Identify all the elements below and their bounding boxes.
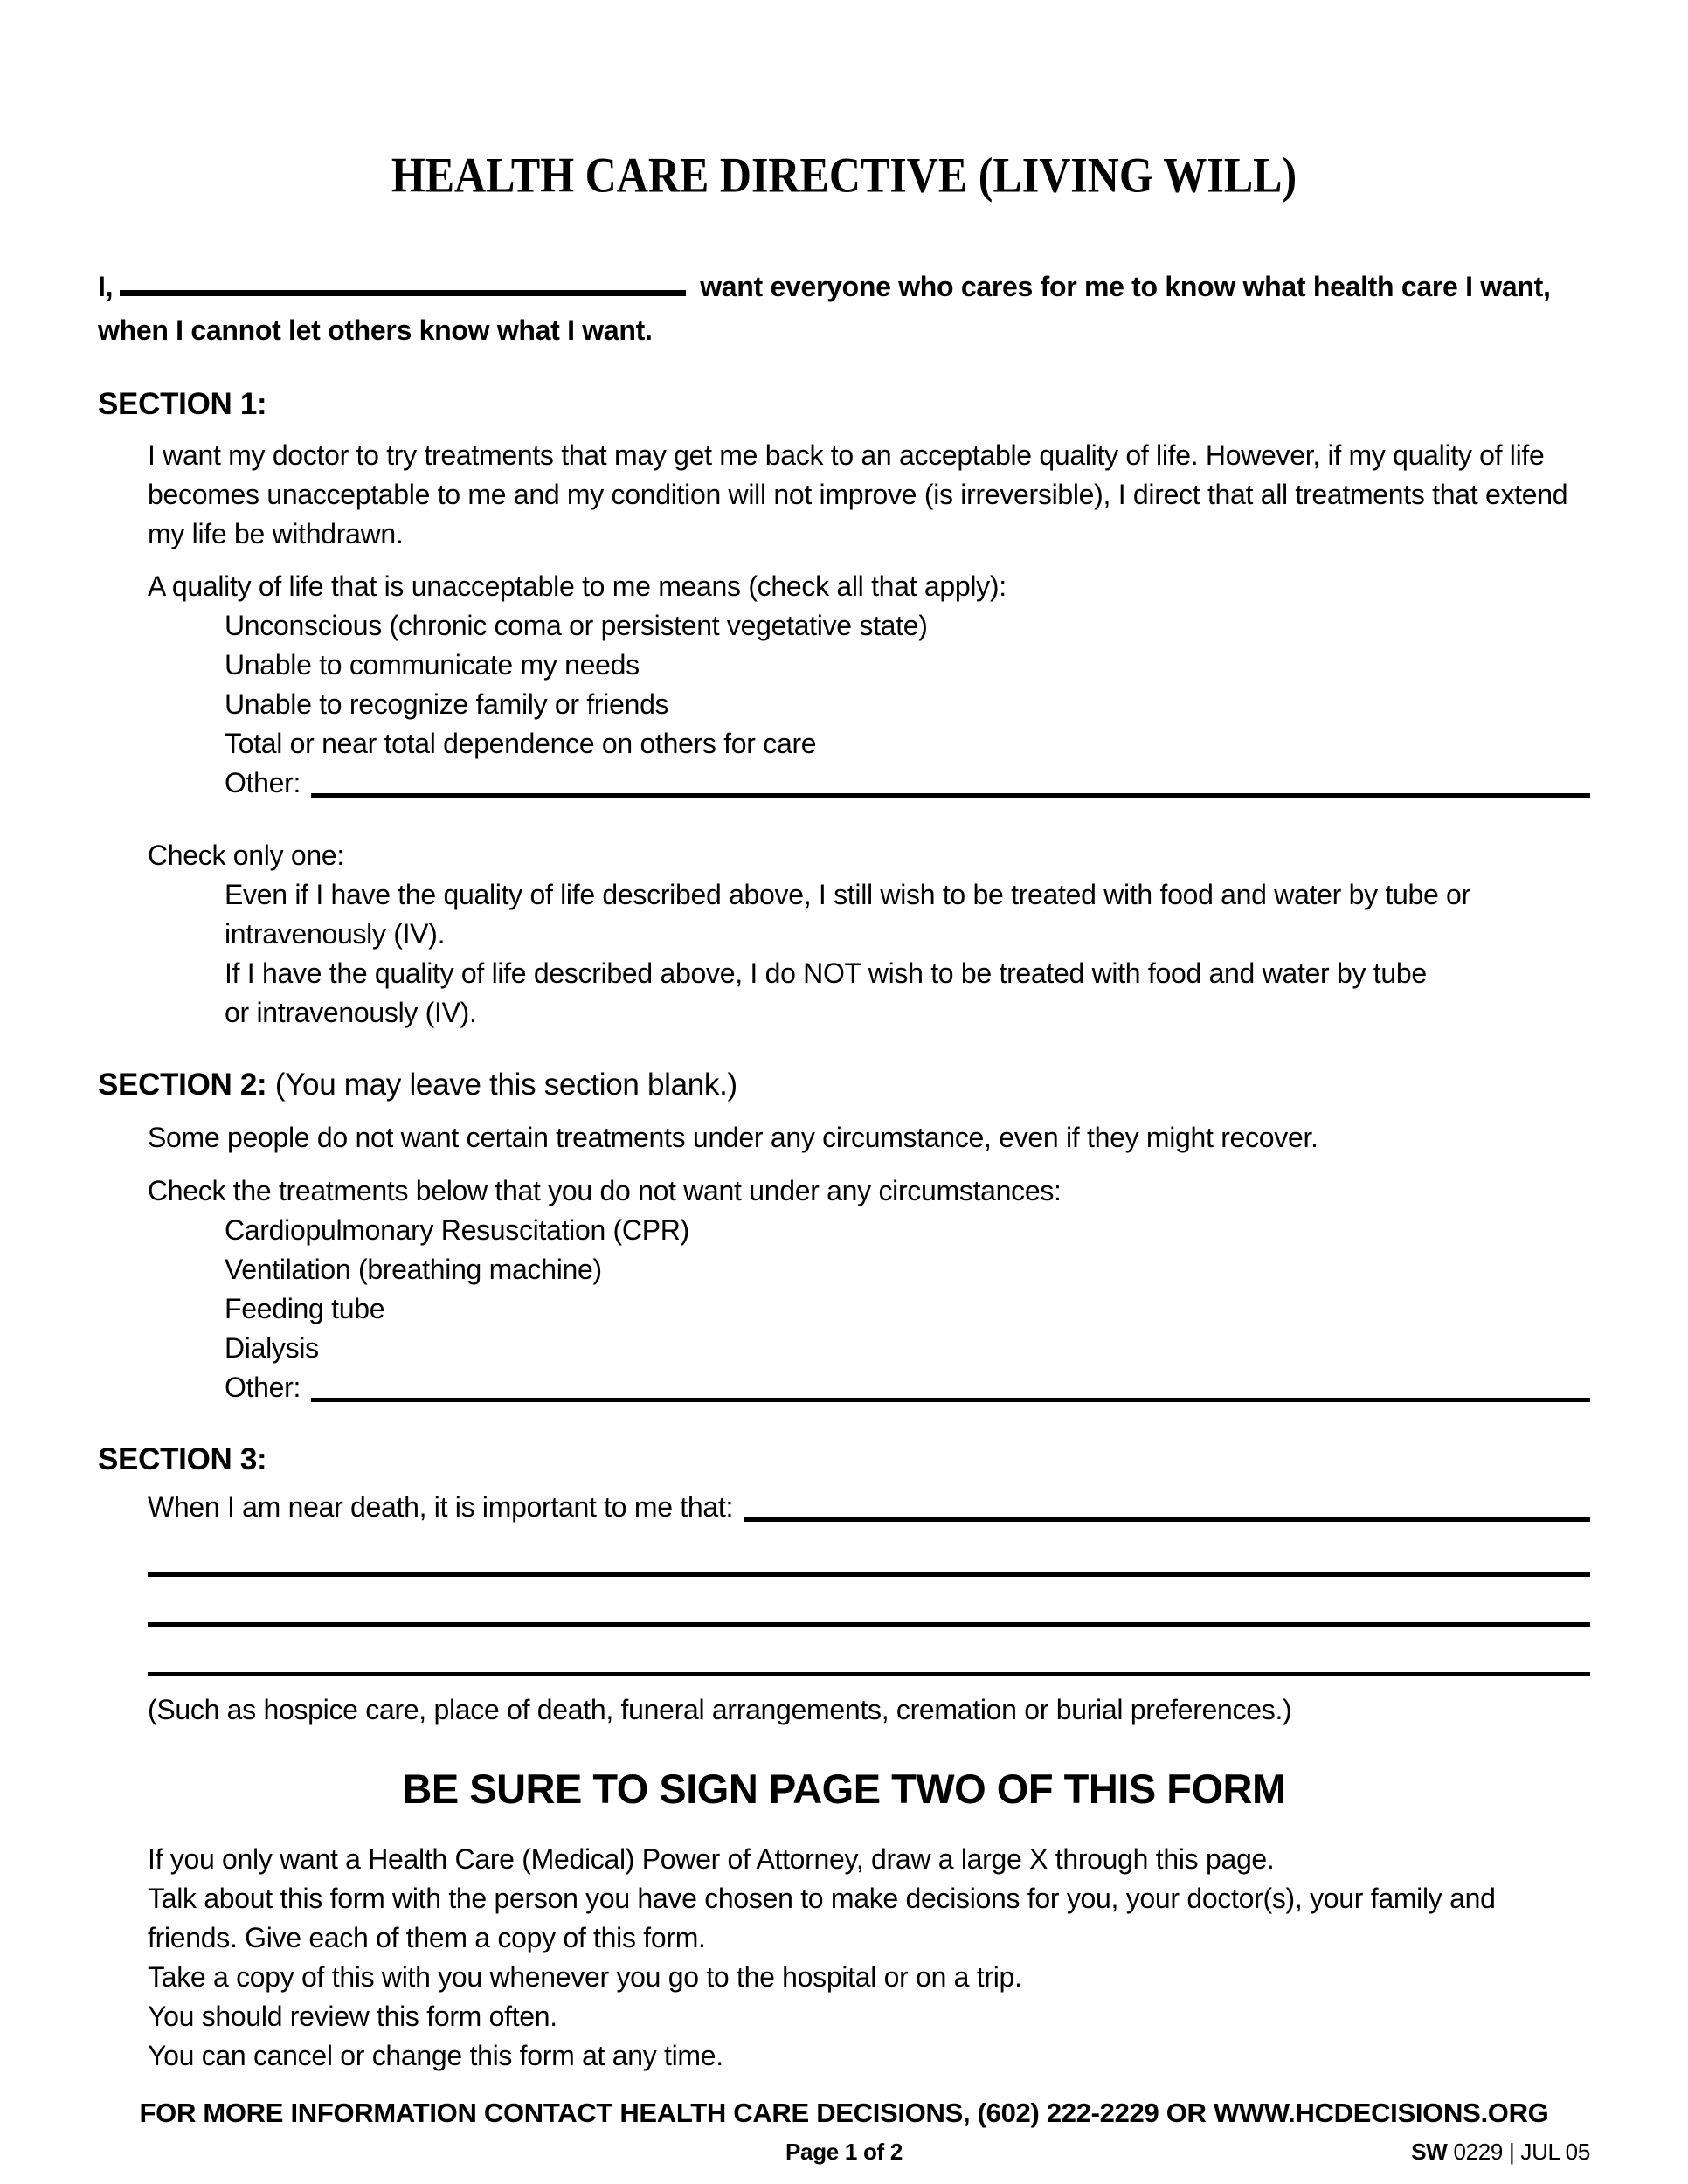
section2-heading-bold: SECTION 2: — [98, 1068, 267, 1102]
near-death-prompt: When I am near death, it is important to me that: — [148, 1491, 734, 1523]
form-code — [1411, 2132, 1590, 2172]
page-number: Page 1 of 2 — [785, 2139, 903, 2165]
section1-paragraph-line: becomes unacceptable to me and my condition will not improve (is irreversible), I direct that all treatments that extend — [148, 479, 1568, 510]
footer-contact-line: FOR MORE INFORMATION CONTACT HEALTH CARE DECISIONS, (602) 222-2229 OR WWW.HCDECISIONS.ORG — [139, 2098, 1549, 2128]
section1-other-blank-field[interactable] — [311, 764, 1590, 798]
checklist-item-recognize[interactable] — [225, 685, 1590, 724]
intro-line-2: when I cannot let others know what I want. — [98, 314, 653, 346]
quality-of-life-prompt: A quality of life that is unacceptable to me means (check all that apply): — [148, 570, 1007, 602]
write-line-field[interactable] — [148, 1627, 1590, 1676]
option-line: Even if I have the quality of life described above, I still wish to be treated with food and water by tube or — [225, 879, 1470, 910]
section3-heading: SECTION 3: — [98, 1442, 267, 1476]
treatments-prompt: Check the treatments below that you do not want under any circumstances: — [148, 1175, 1062, 1206]
near-death-write-area — [148, 1527, 1590, 1676]
section2-heading-note: (You may leave this section blank.) — [274, 1068, 737, 1102]
write-line-field[interactable] — [148, 1577, 1590, 1627]
near-death-blank-field[interactable] — [744, 1488, 1590, 1522]
section1-paragraph-line: I want my doctor to try treatments that may get me back to an acceptable quality of life. However, if my quality of life — [148, 439, 1545, 471]
option-not-wish-food-water[interactable] — [225, 954, 1590, 1033]
instructions — [148, 1840, 1590, 2076]
checklist-item-feeding-tube[interactable] — [225, 1289, 1590, 1329]
checklist-item-dependence[interactable] — [225, 724, 1590, 764]
other-label: Other: — [225, 1372, 301, 1403]
form-code-rest: 0229 | JUL 05 — [1453, 2139, 1590, 2165]
checklist-item-label: Ventilation (breathing machine) — [225, 1254, 602, 1285]
document-title — [98, 149, 1590, 201]
checklist-item-other[interactable] — [225, 1368, 1590, 1407]
intro — [98, 262, 1590, 352]
footer-row — [98, 2132, 1590, 2172]
checklist-item-ventilation[interactable] — [225, 1250, 1590, 1289]
option-still-wish-food-water[interactable] — [225, 875, 1590, 954]
check-only-one-prompt: Check only one: — [148, 840, 344, 871]
checklist-item-label: Unconscious (chronic coma or persistent vegetative state) — [225, 610, 928, 641]
intro-prefix: I, — [98, 271, 114, 302]
near-death-examples-note: (Such as hospice care, place of death, funeral arrangements, cremation or burial preferences.) — [148, 1694, 1292, 1725]
form-code-prefix: SW — [1411, 2139, 1448, 2165]
option-line: or intravenously (IV). — [225, 997, 477, 1028]
option-line: If I have the quality of life described above, I do NOT wish to be treated with food and water by tube — [225, 957, 1427, 989]
other-label: Other: — [225, 767, 301, 798]
checklist-item-dialysis[interactable] — [225, 1329, 1590, 1368]
document-title-text: HEALTH CARE DIRECTIVE (LIVING WILL) — [391, 147, 1297, 203]
treatments-checklist — [225, 1211, 1590, 1407]
write-line-field[interactable] — [148, 1527, 1590, 1577]
checklist-item-cpr[interactable] — [225, 1211, 1590, 1250]
near-death-row — [148, 1488, 1590, 1527]
intro-after-blank: want everyone who cares for me to know what health care I want, — [700, 271, 1551, 302]
instruction-line: You can cancel or change this form at any time. — [148, 2040, 723, 2071]
checklist-item-label: Unable to recognize family or friends — [225, 688, 669, 720]
instruction-line: friends. Give each of them a copy of this form. — [148, 1922, 706, 1953]
instruction-line: You should review this form often. — [148, 2001, 557, 2032]
checklist-item-other[interactable] — [225, 764, 1590, 803]
section2-heading — [98, 1064, 1590, 1106]
checklist-item-label: Unable to communicate my needs — [225, 649, 640, 681]
sign-page-two-banner: BE SURE TO SIGN PAGE TWO OF THIS FORM — [402, 1766, 1286, 1812]
checklist-item-label: Total or near total dependence on others for care — [225, 728, 817, 759]
section2-paragraph: Some people do not want certain treatments under any circumstance, even if they might recover. — [148, 1122, 1318, 1153]
checklist-item-unconscious[interactable] — [225, 606, 1590, 646]
checklist-item-label: Dialysis — [225, 1332, 319, 1364]
section1-heading: SECTION 1: — [98, 387, 267, 421]
check-only-one-options — [225, 875, 1590, 1033]
option-line: intravenously (IV). — [225, 918, 446, 950]
checklist-item-communicate[interactable] — [225, 646, 1590, 685]
section1-paragraph — [148, 436, 1590, 554]
quality-of-life-checklist — [225, 606, 1590, 803]
instruction-line: Take a copy of this with you whenever you go to the hospital or on a trip. — [148, 1961, 1022, 1993]
checklist-item-label: Feeding tube — [225, 1293, 385, 1324]
section2-other-blank-field[interactable] — [311, 1368, 1590, 1402]
checklist-item-label: Cardiopulmonary Resuscitation (CPR) — [225, 1214, 689, 1246]
instruction-line: Talk about this form with the person you have chosen to make decisions for you, your doctor(s), your family and — [148, 1883, 1496, 1914]
section1-paragraph-line: my life be withdrawn. — [148, 518, 404, 549]
intro-line-1 — [98, 262, 1590, 308]
instruction-line: If you only want a Health Care (Medical) Power of Attorney, draw a large X through this page. — [148, 1843, 1275, 1875]
name-blank-field[interactable] — [120, 262, 686, 296]
